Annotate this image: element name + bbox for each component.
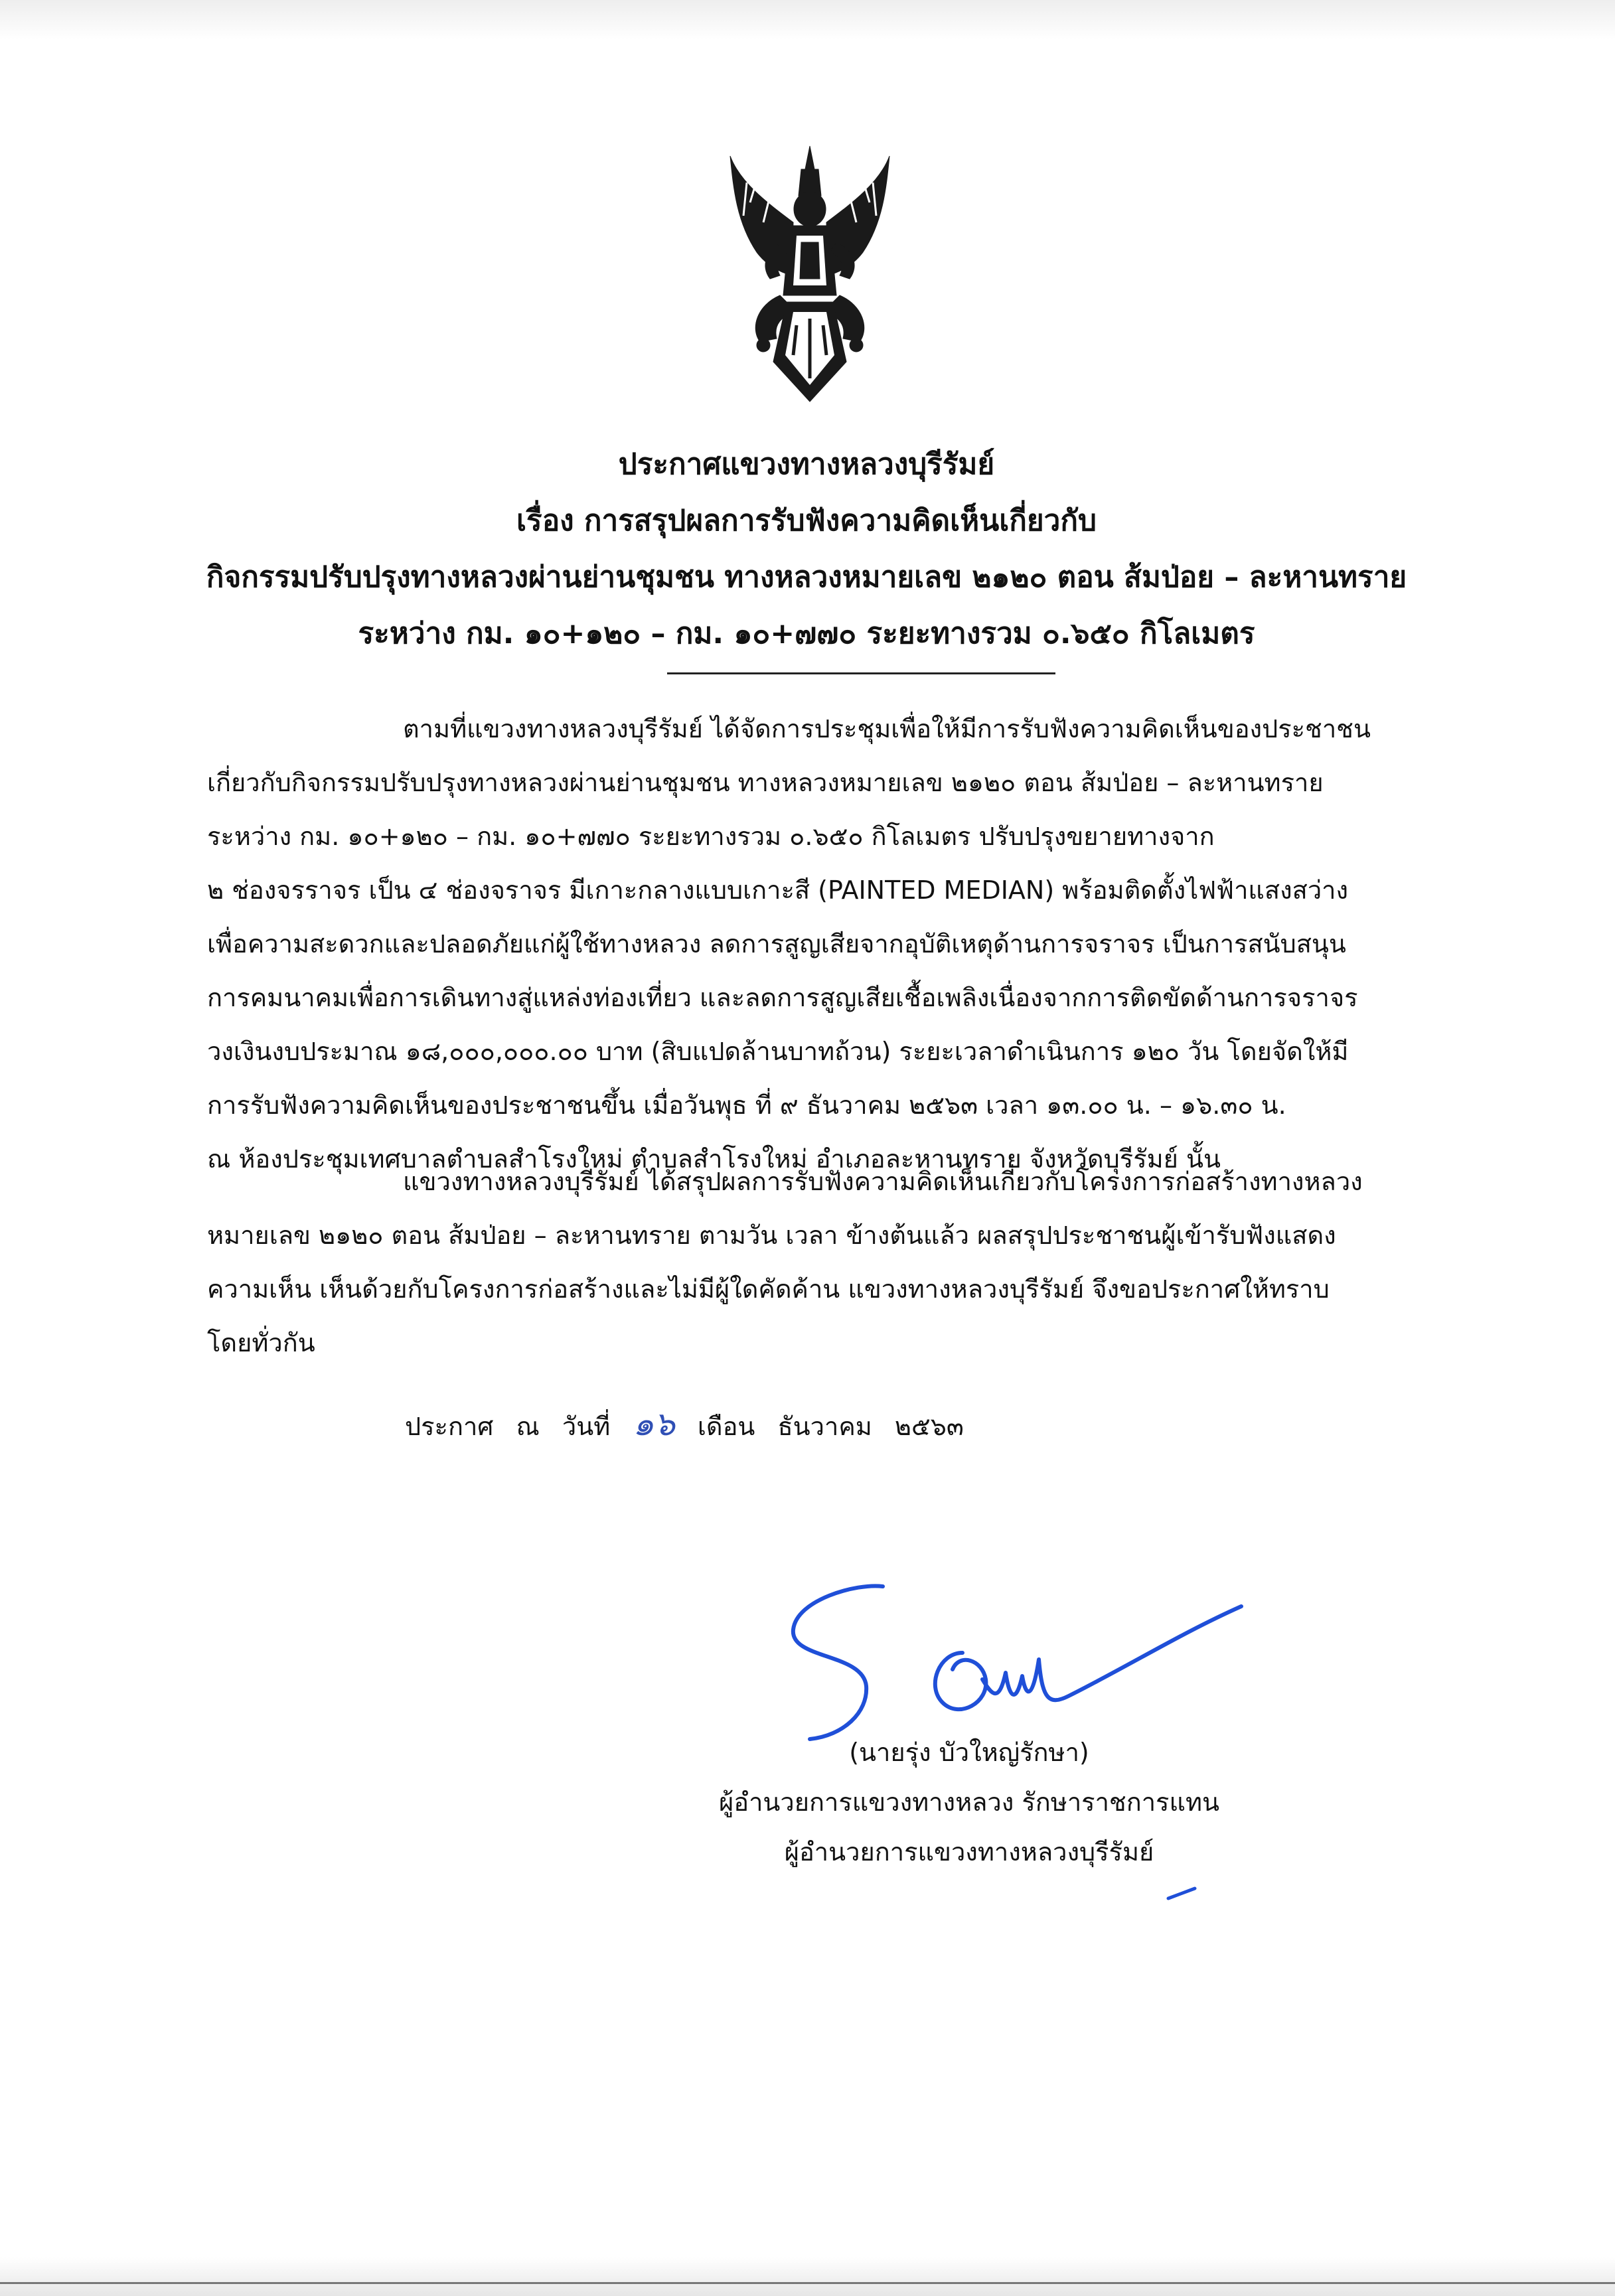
announcement-date [405,1401,978,1450]
scan-edge-line [0,2282,1615,2284]
body-paragraph-1 [207,702,1458,1186]
signer-position: ผู้อำนวยการแขวงทางหลวงบุรีรัมย์ [784,1837,1154,1867]
date-prefix: ประกาศ [405,1412,494,1441]
paragraph-line: เกี่ยวกับกิจกรรมปรับปรุงทางหลวงผ่านย่านชุมชน ทางหลวงหมายเลข ๒๑๒๐ ตอน ส้มป่อย – ละหานทราย [207,768,1324,797]
paragraph-line: แขวงทางหลวงบุรีรัมย์ ได้สรุปผลการรับฟังความคิดเห็นเกี่ยวกับโครงการก่อสร้างทางหลวง [403,1167,1363,1196]
garuda-emblem-icon [720,143,899,408]
paragraph-line: ณ ห้องประชุมเทศบาลตำบลสำโรงใหม่ ตำบลสำโรงใหม่ อำเภอละหานทราย จังหวัดบุรีรัมย์ นั้น [207,1144,1221,1174]
date-year: ๒๕๖๓ [894,1412,964,1441]
paragraph-line: หมายเลข ๒๑๒๐ ตอน ส้มป่อย – ละหานทราย ตามวัน เวลา ข้างต้นแล้ว ผลสรุปประชาชนผู้เข้ารับฟังแสดง [207,1221,1336,1250]
paragraph-line: ระหว่าง กม. ๑๐+๑๒๐ – กม. ๑๐+๗๗๐ ระยะทางรวม ๐.๖๕๐ กิโลเมตร ปรับปรุงขยายทางจาก [207,822,1215,851]
body-paragraph-2 [207,1155,1458,1370]
date-day-label: วันที่ [562,1412,611,1441]
paragraph-line: โดยทั่วกัน [207,1328,315,1357]
signer-position-acting: ผู้อำนวยการแขวงทางหลวง รักษาราชการแทน [719,1788,1219,1817]
date-month-label: เดือน [697,1412,755,1441]
paragraph-line: การรับฟังความคิดเห็นของประชาชนขึ้น เมื่อวันพุธ ที่ ๙ ธันวาคม ๒๕๖๓ เวลา ๑๓.๐๐ น. – ๑๖.๓๐ น. [207,1091,1286,1120]
document-subject: เรื่อง การสรุปผลการรับฟังความคิดเห็นเกี่ยวกับ [516,504,1097,538]
scan-edge-top [0,0,1615,40]
initial-mark [1165,1878,1198,1905]
handwritten-signature [783,1553,1248,1752]
scan-edge-bottom [0,2257,1615,2296]
date-month: ธันวาคม [777,1412,872,1441]
date-day-handwritten: ๑๖ [633,1405,675,1443]
signer-name: (นายรุ่ง บัวใหญ่รักษา) [849,1738,1089,1767]
paragraph-line: ๒ ช่องจรราจร เป็น ๔ ช่องจราจร มีเกาะกลางแบบเกาะสี (PAINTED MEDIAN) พร้อมติดตั้งไฟฟ้าแสงสว่าง [207,876,1349,905]
document-title: ประกาศแขวงทางหลวงบุรีรัมย์ [618,447,995,481]
paragraph-line: ความเห็น เห็นด้วยกับโครงการก่อสร้างและไม่มีผู้ใดคัดค้าน แขวงทางหลวงบุรีรัมย์ จึงขอประกาศให้ทราบ [207,1274,1330,1304]
document-subject-project: กิจกรรมปรับปรุงทางหลวงผ่านย่านชุมชน ทางหลวงหมายเลข ๒๑๒๐ ตอน ส้มป่อย – ละหานทราย [206,560,1407,594]
document-subject-distance: ระหว่าง กม. ๑๐+๑๒๐ – กม. ๑๐+๗๗๐ ระยะทางรวม ๐.๖๕๐ กิโลเมตร [358,617,1255,651]
paragraph-line: วงเงินงบประมาณ ๑๘,๐๐๐,๐๐๐.๐๐ บาท (สิบแปดล้านบาทถ้วน) ระยะเวลาดำเนินการ ๑๒๐ วัน โดยจัดให้มี [207,1037,1349,1066]
paragraph-line: การคมนาคมเพื่อการเดินทางสู่แหล่งท่องเที่ยว และลดการสูญเสียเชื้อเพลิงเนื่องจากการติดขัดด้านการจราจร [207,983,1358,1012]
heading-divider [667,672,1055,674]
paragraph-line: เพื่อความสะดวกและปลอดภัยแก่ผู้ใช้ทางหลวง ลดการสูญเสียจากอุบัติเหตุด้านการจราจร เป็นการสนับสนุน [207,929,1346,958]
date-at: ณ [516,1412,540,1441]
paragraph-line: ตามที่แขวงทางหลวงบุรีรัมย์ ได้จัดการประชุมเพื่อให้มีการรับฟังความคิดเห็นของประชาชน [403,714,1371,743]
